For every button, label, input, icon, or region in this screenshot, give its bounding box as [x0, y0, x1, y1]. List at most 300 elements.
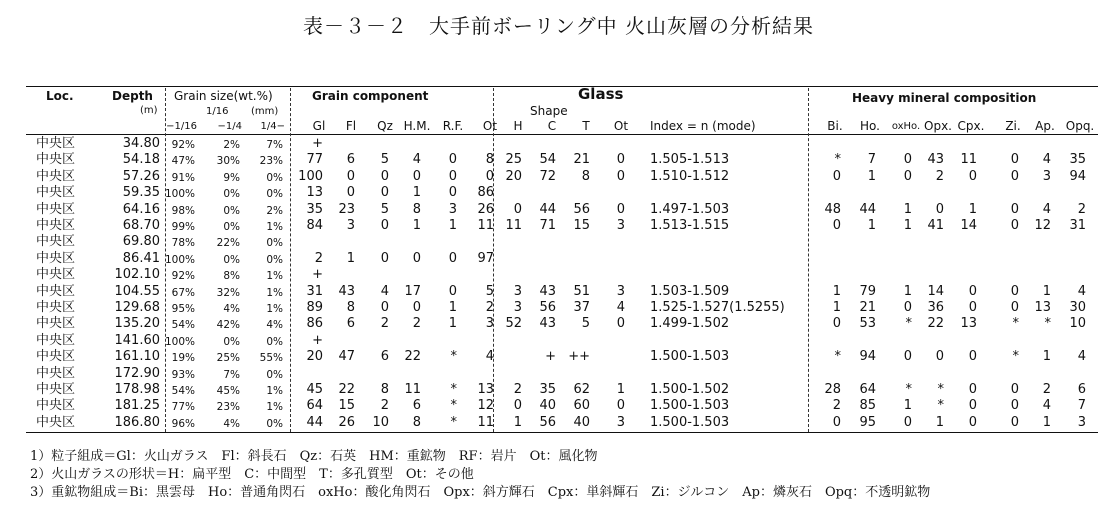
cell-shape: 71 — [539, 218, 556, 233]
cell-shape: 15 — [573, 218, 590, 233]
cell-heavy-mineral: 6 — [1077, 382, 1086, 397]
cell-grain-component: 1 — [346, 251, 355, 266]
cell-grain-component: 47 — [338, 349, 355, 364]
cell-grain-component: 0 — [448, 284, 457, 299]
cell-loc: 中央区 — [36, 333, 76, 348]
cell-loc: 中央区 — [36, 300, 76, 315]
cell-grain-component: 6 — [346, 316, 355, 331]
cell-heavy-mineral: 1 — [903, 284, 912, 299]
cell-depth: 135.20 — [114, 316, 160, 331]
cell-grain-size: 23% — [259, 155, 283, 167]
cell-grain-component: 2 — [412, 316, 421, 331]
cell-grain-size: 2% — [223, 139, 240, 151]
cell-heavy-mineral: 94 — [859, 349, 876, 364]
cell-grain-size: 54% — [171, 385, 195, 397]
header-hm-col: Cpx. — [957, 119, 985, 133]
cell-grain-component: 11 — [477, 218, 494, 233]
cell-grain-component: 1 — [448, 218, 457, 233]
cell-grain-component: * — [450, 382, 457, 397]
header-gc-col: Gl — [312, 119, 326, 133]
cell-shape: 40 — [539, 398, 556, 413]
cell-heavy-mineral: 12 — [1034, 218, 1051, 233]
cell-grain-component: 3 — [448, 202, 457, 217]
cell-heavy-mineral: 0 — [1010, 300, 1019, 315]
cell-grain-component: 8 — [412, 202, 421, 217]
cell-grain-size: 1% — [266, 401, 283, 413]
cell-heavy-mineral: * — [1012, 316, 1019, 331]
cell-loc: 中央区 — [36, 169, 76, 184]
cell-grain-size: 47% — [171, 155, 195, 167]
cell-grain-size: 0% — [266, 254, 283, 266]
cell-grain-size: 92% — [171, 270, 195, 282]
cell-loc: 中央区 — [36, 202, 76, 217]
cell-heavy-mineral: 0 — [1010, 415, 1019, 430]
cell-grain-component: 0 — [412, 300, 421, 315]
cell-shape: 56 — [539, 300, 556, 315]
header-hm-col: Ap. — [1035, 119, 1055, 133]
cell-shape: 40 — [573, 415, 590, 430]
cell-depth: 178.98 — [114, 382, 160, 397]
cell-heavy-mineral: 1 — [1042, 415, 1051, 430]
cell-heavy-mineral: * — [834, 152, 841, 167]
cell-grain-size: 100% — [164, 254, 195, 266]
footnote-1: 1）粒子組成＝Gl：火山ガラス Fl：斜長石 Qz：石英 HM：重鉱物 RF：岩片 Ot：風化物 — [30, 449, 598, 464]
cell-grain-component: 0 — [412, 251, 421, 266]
cell-heavy-mineral: 14 — [960, 218, 977, 233]
cell-grain-component: 26 — [477, 202, 494, 217]
cell-heavy-mineral: 13 — [1034, 300, 1051, 315]
cell-heavy-mineral: 1 — [832, 300, 841, 315]
cell-heavy-mineral: 36 — [927, 300, 944, 315]
cell-heavy-mineral: 0 — [1010, 284, 1019, 299]
header-hm-col: Bi. — [827, 119, 843, 133]
cell-depth: 181.25 — [114, 398, 160, 413]
cell-grain-size: 23% — [216, 401, 240, 413]
header-hm-col: Zi. — [1005, 119, 1021, 133]
cell-heavy-mineral: 0 — [903, 300, 912, 315]
cell-shape: + — [545, 349, 556, 364]
cell-grain-size: 0% — [266, 369, 283, 381]
cell-grain-component: 44 — [306, 415, 323, 430]
cell-heavy-mineral: 64 — [859, 382, 876, 397]
cell-grain-component: 2 — [380, 398, 389, 413]
cell-grain-size: 1% — [266, 287, 283, 299]
cell-heavy-mineral: 0 — [903, 152, 912, 167]
cell-grain-size: 32% — [216, 287, 240, 299]
cell-grain-component: 0 — [448, 169, 457, 184]
cell-grain-size: 0% — [223, 336, 240, 348]
cell-grain-size: 77% — [171, 401, 195, 413]
cell-heavy-mineral: 1 — [903, 202, 912, 217]
cell-heavy-mineral: 95 — [859, 415, 876, 430]
header-glass: Glass — [578, 85, 624, 103]
cell-heavy-mineral: 48 — [824, 202, 841, 217]
cell-grain-component: 2 — [485, 300, 494, 315]
cell-heavy-mineral: 0 — [1010, 169, 1019, 184]
cell-grain-size: 9% — [223, 172, 240, 184]
cell-index: 1.499-1.502 — [650, 316, 730, 331]
cell-grain-component: 11 — [477, 415, 494, 430]
cell-heavy-mineral: 10 — [1069, 316, 1086, 331]
cell-heavy-mineral: 2 — [1042, 382, 1051, 397]
cell-grain-size: 0% — [223, 205, 240, 217]
cell-loc: 中央区 — [36, 267, 76, 282]
cell-heavy-mineral: * — [834, 349, 841, 364]
cell-shape: 5 — [581, 316, 590, 331]
cell-shape: 0 — [616, 398, 625, 413]
cell-loc: 中央区 — [36, 366, 76, 381]
cell-depth: 141.60 — [114, 333, 160, 348]
cell-loc: 中央区 — [36, 251, 76, 266]
cell-grain-size: 0% — [223, 188, 240, 200]
cell-grain-size: 0% — [266, 172, 283, 184]
cell-depth: 69.80 — [122, 234, 160, 249]
cell-grain-size: 42% — [216, 319, 240, 331]
footnote-3: 3）重鉱物組成＝Bi：黒雲母 Ho：普通角閃石 oxHo：酸化角閃石 Opx：斜方輝石 Cpx：単斜輝石 Zi：ジルコン Ap：燐灰石 Opq：不透明鉱物 — [30, 485, 931, 500]
header-shape-col: H — [513, 119, 523, 133]
cell-grain-size: 67% — [171, 287, 195, 299]
cell-heavy-mineral: 7 — [867, 152, 876, 167]
cell-index: 1.500-1.502 — [650, 382, 730, 397]
cell-grain-size: 0% — [266, 418, 283, 430]
header-gs-mm: (mm) — [251, 106, 279, 117]
cell-grain-component: 0 — [380, 251, 389, 266]
cell-shape: 0 — [616, 169, 625, 184]
cell-shape: 4 — [616, 300, 625, 315]
cell-depth: 34.80 — [122, 136, 160, 151]
cell-shape: 20 — [505, 169, 522, 184]
cell-depth: 104.55 — [114, 284, 160, 299]
cell-grain-component: 2 — [380, 316, 389, 331]
cell-grain-component: 3 — [485, 316, 494, 331]
cell-loc: 中央区 — [36, 382, 76, 397]
cell-grain-component: * — [450, 349, 457, 364]
cell-grain-component: 45 — [306, 382, 323, 397]
cell-grain-component: 17 — [404, 284, 421, 299]
cell-heavy-mineral: 1 — [867, 169, 876, 184]
cell-shape: 8 — [581, 169, 590, 184]
cell-grain-size: 93% — [171, 369, 195, 381]
cell-shape: 1 — [513, 415, 522, 430]
cell-depth: 161.10 — [114, 349, 160, 364]
cell-shape: ++ — [568, 349, 590, 364]
cell-grain-component: 77 — [306, 152, 323, 167]
header-shape-col: Ot — [613, 119, 629, 133]
header-hm-col: oxHo. — [891, 121, 921, 132]
cell-heavy-mineral: 1 — [1042, 349, 1051, 364]
cell-grain-component: 8 — [380, 382, 389, 397]
cell-heavy-mineral: 22 — [927, 316, 944, 331]
cell-grain-component: 0 — [485, 169, 494, 184]
cell-shape: 3 — [513, 284, 522, 299]
header-gs-1-16: 1/16 — [206, 106, 229, 117]
cell-grain-component: 10 — [372, 415, 389, 430]
cell-heavy-mineral: * — [937, 382, 944, 397]
cell-heavy-mineral: 43 — [927, 152, 944, 167]
cell-grain-size: 100% — [164, 336, 195, 348]
cell-grain-component: 35 — [306, 202, 323, 217]
cell-grain-size: 7% — [223, 369, 240, 381]
cell-shape: 35 — [539, 382, 556, 397]
cell-shape: 72 — [539, 169, 556, 184]
cell-grain-component: * — [450, 398, 457, 413]
cell-grain-size: 7% — [266, 139, 283, 151]
cell-grain-component: 0 — [448, 185, 457, 200]
cell-shape: 52 — [505, 316, 522, 331]
cell-loc: 中央区 — [36, 349, 76, 364]
cell-heavy-mineral: 3 — [1077, 415, 1086, 430]
cell-loc: 中央区 — [36, 284, 76, 299]
top-rule — [26, 86, 1098, 87]
cell-grain-component: 0 — [448, 152, 457, 167]
header-hm-col: Opx. — [924, 119, 952, 133]
cell-loc: 中央区 — [36, 185, 76, 200]
cell-grain-size: 0% — [266, 237, 283, 249]
cell-grain-size: 1% — [266, 385, 283, 397]
cell-grain-component: 86 — [306, 316, 323, 331]
cell-shape: 37 — [573, 300, 590, 315]
cell-grain-component: 26 — [338, 415, 355, 430]
cell-grain-component: 1 — [412, 185, 421, 200]
cell-grain-size: 2% — [266, 205, 283, 217]
cell-heavy-mineral: 0 — [832, 169, 841, 184]
table-title: 表－３－２ 大手前ボーリング中 火山灰層の分析結果 — [303, 14, 814, 38]
cell-grain-size: 4% — [223, 418, 240, 430]
cell-depth: 86.41 — [122, 251, 160, 266]
cell-heavy-mineral: 2 — [935, 169, 944, 184]
cell-grain-component: 1 — [412, 218, 421, 233]
cell-grain-size: 99% — [171, 221, 195, 233]
cell-grain-component: 0 — [412, 169, 421, 184]
cell-shape: 3 — [616, 218, 625, 233]
cell-shape: 62 — [573, 382, 590, 397]
cell-heavy-mineral: 41 — [927, 218, 944, 233]
cell-grain-size: 8% — [223, 270, 240, 282]
header-gs-col: −1/16 — [166, 121, 197, 132]
cell-grain-component: 20 — [306, 349, 323, 364]
cell-loc: 中央区 — [36, 136, 76, 151]
cell-grain-component: 4 — [485, 349, 494, 364]
cell-depth: 64.16 — [122, 202, 160, 217]
cell-grain-size: 30% — [216, 155, 240, 167]
cell-grain-component: 0 — [448, 251, 457, 266]
header-hm-col: Opq. — [1065, 119, 1095, 133]
cell-grain-component: 43 — [338, 284, 355, 299]
cell-index: 1.497-1.503 — [650, 202, 730, 217]
cell-grain-component: * — [450, 415, 457, 430]
cell-heavy-mineral: 11 — [960, 152, 977, 167]
cell-heavy-mineral: 2 — [832, 398, 841, 413]
cell-heavy-mineral: 0 — [968, 284, 977, 299]
cell-grain-component: 100 — [298, 169, 323, 184]
cell-grain-size: 0% — [266, 336, 283, 348]
cell-heavy-mineral: 7 — [1077, 398, 1086, 413]
cell-heavy-mineral: 0 — [968, 398, 977, 413]
cell-depth: 172.90 — [114, 366, 160, 381]
cell-grain-component: 12 — [477, 398, 494, 413]
cell-heavy-mineral: 14 — [927, 284, 944, 299]
cell-loc: 中央区 — [36, 316, 76, 331]
cell-heavy-mineral: 79 — [859, 284, 876, 299]
cell-grain-size: 98% — [171, 205, 195, 217]
header-gc-col: R.F. — [442, 119, 464, 133]
cell-loc: 中央区 — [36, 415, 76, 430]
cell-grain-component: 64 — [306, 398, 323, 413]
cell-grain-size: 0% — [223, 254, 240, 266]
cell-depth: 129.68 — [114, 300, 160, 315]
cell-grain-size: 1% — [266, 303, 283, 315]
cell-heavy-mineral: 1 — [903, 218, 912, 233]
cell-loc: 中央区 — [36, 218, 76, 233]
cell-grain-component: 1 — [448, 300, 457, 315]
cell-grain-component: 0 — [346, 169, 355, 184]
cell-grain-component: 8 — [346, 300, 355, 315]
cell-heavy-mineral: 0 — [1010, 398, 1019, 413]
cell-grain-component: 5 — [380, 202, 389, 217]
cell-shape: 51 — [573, 284, 590, 299]
cell-grain-size: 95% — [171, 303, 195, 315]
cell-heavy-mineral: 21 — [859, 300, 876, 315]
bottom-rule — [26, 432, 1098, 433]
cell-heavy-mineral: 13 — [960, 316, 977, 331]
cell-heavy-mineral: * — [1012, 349, 1019, 364]
cell-depth: 54.18 — [122, 152, 160, 167]
cell-heavy-mineral: 0 — [1010, 202, 1019, 217]
cell-heavy-mineral: 0 — [935, 349, 944, 364]
cell-grain-component: + — [312, 267, 323, 282]
cell-grain-size: 78% — [171, 237, 195, 249]
cell-heavy-mineral: * — [905, 382, 912, 397]
cell-heavy-mineral: 0 — [1010, 152, 1019, 167]
cell-heavy-mineral: 1 — [1042, 284, 1051, 299]
cell-grain-component: 5 — [380, 152, 389, 167]
cell-shape: 11 — [505, 218, 522, 233]
cell-index: 1.510-1.512 — [650, 169, 730, 184]
cell-heavy-mineral: 0 — [1010, 382, 1019, 397]
cell-shape: 43 — [539, 284, 556, 299]
header-depth: Depth — [112, 89, 153, 103]
cell-heavy-mineral: 0 — [968, 415, 977, 430]
cell-shape: 25 — [505, 152, 522, 167]
cell-heavy-mineral: * — [937, 398, 944, 413]
cell-grain-component: 97 — [477, 251, 494, 266]
cell-grain-component: 6 — [412, 398, 421, 413]
cell-depth: 59.35 — [122, 185, 160, 200]
cell-loc: 中央区 — [36, 152, 76, 167]
cell-grain-size: 1% — [266, 221, 283, 233]
cell-grain-size: 100% — [164, 188, 195, 200]
cell-depth: 57.26 — [122, 169, 160, 184]
cell-heavy-mineral: 0 — [832, 316, 841, 331]
cell-grain-component: 2 — [314, 251, 323, 266]
cell-grain-size: 96% — [171, 418, 195, 430]
cell-heavy-mineral: 1 — [903, 398, 912, 413]
header-gc-col: Ot — [482, 119, 498, 133]
header-grain-size: Grain size(wt.%) — [174, 89, 273, 103]
cell-index: 1.500-1.503 — [650, 349, 730, 364]
cell-grain-component: 0 — [346, 185, 355, 200]
cell-shape: 3 — [616, 284, 625, 299]
cell-shape: 21 — [573, 152, 590, 167]
cell-heavy-mineral: 0 — [968, 300, 977, 315]
header-hm-col: Ho. — [860, 119, 880, 133]
cell-heavy-mineral: 3 — [1042, 169, 1051, 184]
cell-grain-size: 25% — [216, 352, 240, 364]
cell-heavy-mineral: * — [1044, 316, 1051, 331]
cell-heavy-mineral: 31 — [1069, 218, 1086, 233]
cell-grain-component: + — [312, 136, 323, 151]
footnote-2: 2）火山ガラスの形状＝H：扁平型 C：中間型 T：多孔質型 Ot：その他 — [30, 467, 474, 482]
cell-heavy-mineral: 4 — [1042, 202, 1051, 217]
cell-heavy-mineral: 1 — [968, 202, 977, 217]
cell-heavy-mineral: 0 — [935, 202, 944, 217]
cell-heavy-mineral: 1 — [867, 218, 876, 233]
cell-loc: 中央区 — [36, 398, 76, 413]
cell-grain-component: 84 — [306, 218, 323, 233]
cell-depth: 186.80 — [114, 415, 160, 430]
cell-grain-component: 4 — [380, 284, 389, 299]
cell-shape: 60 — [573, 398, 590, 413]
cell-grain-component: 3 — [346, 218, 355, 233]
cell-heavy-mineral: 1 — [935, 415, 944, 430]
cell-grain-size: 54% — [171, 319, 195, 331]
cell-grain-component: 8 — [412, 415, 421, 430]
cell-index: 1.500-1.503 — [650, 398, 730, 413]
cell-grain-size: 19% — [171, 352, 195, 364]
cell-heavy-mineral: 4 — [1042, 398, 1051, 413]
cell-heavy-mineral: 2 — [1077, 202, 1086, 217]
cell-grain-size: 4% — [223, 303, 240, 315]
cell-grain-size: 91% — [171, 172, 195, 184]
cell-shape: 2 — [513, 382, 522, 397]
cell-grain-size: 45% — [216, 385, 240, 397]
cell-shape: 3 — [513, 300, 522, 315]
cell-index: 1.513-1.515 — [650, 218, 730, 233]
cell-grain-component: 0 — [380, 169, 389, 184]
cell-grain-component: 0 — [380, 185, 389, 200]
cell-shape: 56 — [539, 415, 556, 430]
cell-grain-component: 15 — [338, 398, 355, 413]
cell-grain-component: 31 — [306, 284, 323, 299]
header-gc-col: H.M. — [403, 119, 431, 133]
cell-shape: 54 — [539, 152, 556, 167]
header-rule — [26, 134, 1098, 135]
cell-grain-component: 23 — [338, 202, 355, 217]
cell-shape: 1 — [616, 382, 625, 397]
cell-heavy-mineral: 0 — [968, 382, 977, 397]
cell-grain-size: 0% — [266, 188, 283, 200]
cell-grain-component: 4 — [412, 152, 421, 167]
cell-heavy-mineral: 4 — [1077, 349, 1086, 364]
cell-grain-size: 22% — [216, 237, 240, 249]
cell-grain-component: 22 — [338, 382, 355, 397]
header-gs-col: −1/4 — [217, 121, 242, 132]
header-gc-col: Qz — [377, 119, 393, 133]
cell-heavy-mineral: 0 — [1010, 218, 1019, 233]
cell-depth: 102.10 — [114, 267, 160, 282]
cell-index: 1.500-1.503 — [650, 415, 730, 430]
cell-index: 1.503-1.509 — [650, 284, 730, 299]
cell-shape: 44 — [539, 202, 556, 217]
cell-heavy-mineral: 0 — [903, 349, 912, 364]
cell-heavy-mineral: * — [905, 316, 912, 331]
cell-heavy-mineral: 85 — [859, 398, 876, 413]
cell-heavy-mineral: 44 — [859, 202, 876, 217]
cell-shape: 0 — [513, 398, 522, 413]
cell-grain-size: 1% — [266, 270, 283, 282]
cell-grain-component: + — [312, 333, 323, 348]
cell-grain-component: 6 — [346, 152, 355, 167]
